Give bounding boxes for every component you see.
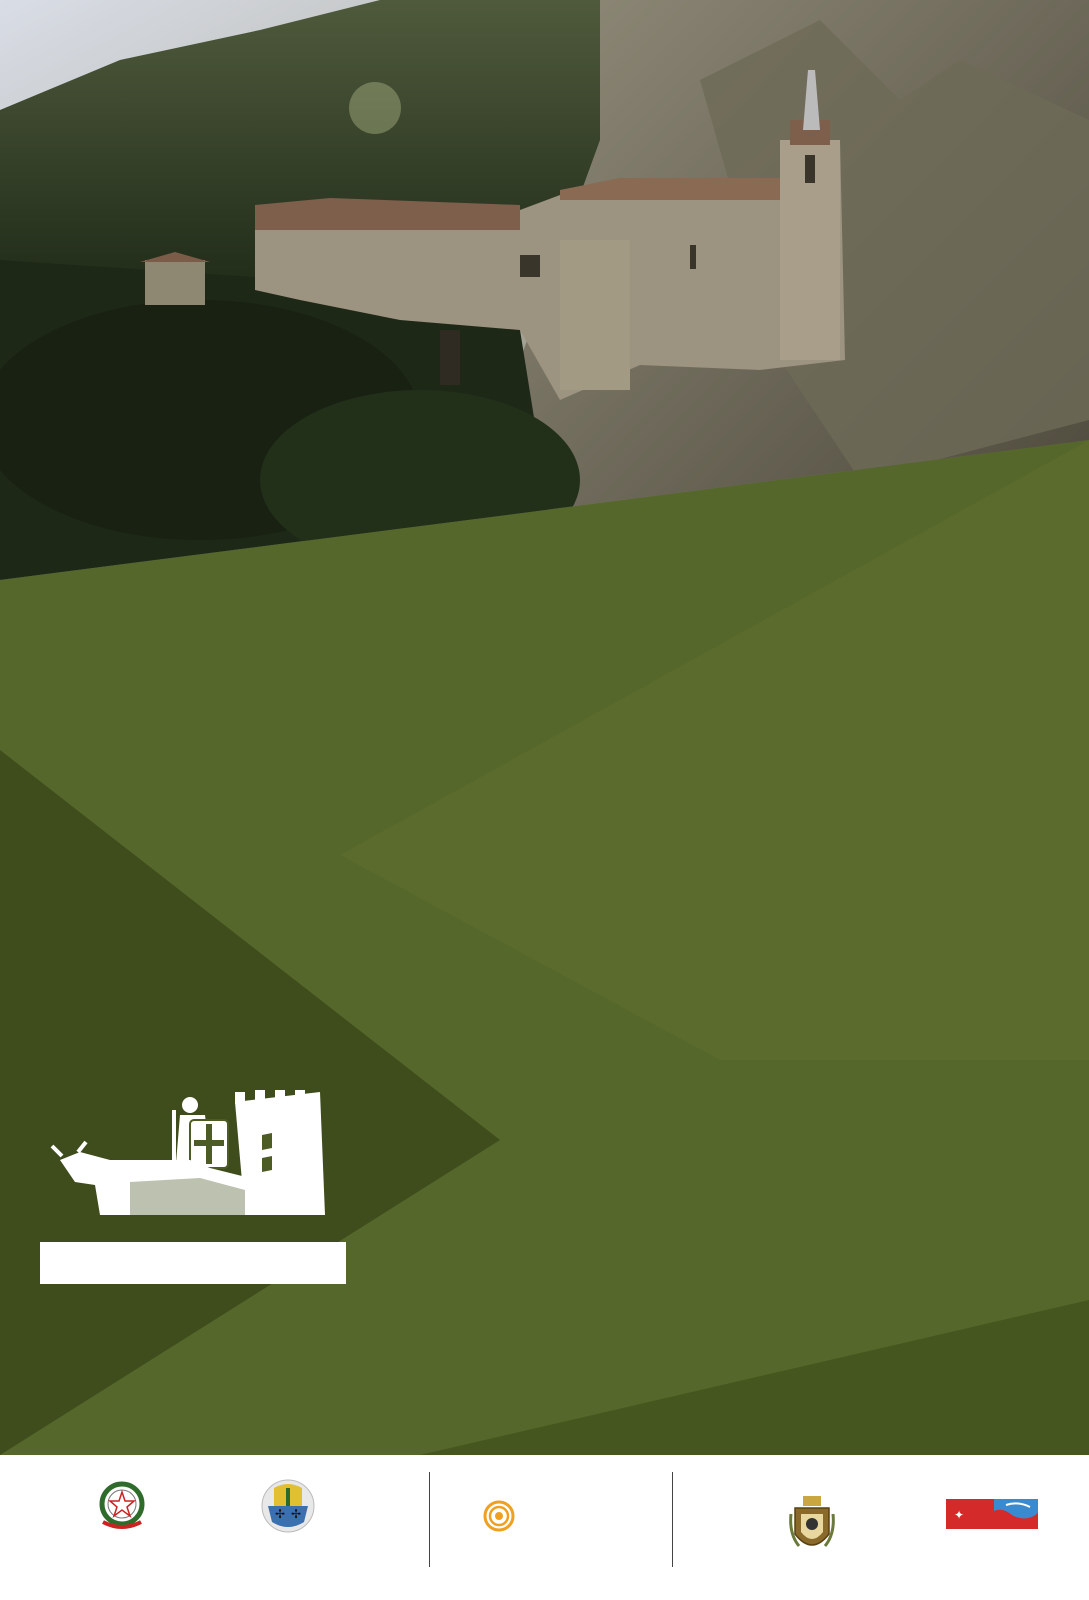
sun-icon [482, 1499, 516, 1533]
comune-catanzaro-crest-icon [789, 1494, 835, 1558]
assessorato-logo-icon [946, 1499, 1038, 1529]
eosud-logo [482, 1496, 516, 1536]
sponsor-footer [0, 1455, 1089, 1600]
svg-text:✦: ✦ [954, 1508, 965, 1522]
svg-text:✢: ✢ [274, 1507, 286, 1521]
transumanza-logo [40, 1090, 360, 1288]
divider [672, 1472, 673, 1567]
regione-calabria-emblem-icon [260, 1478, 316, 1534]
repubblica-emblem-icon [93, 1480, 151, 1532]
monastery-photo [0, 0, 1089, 580]
divider [429, 1472, 430, 1567]
svg-text:✢: ✢ [290, 1507, 302, 1521]
